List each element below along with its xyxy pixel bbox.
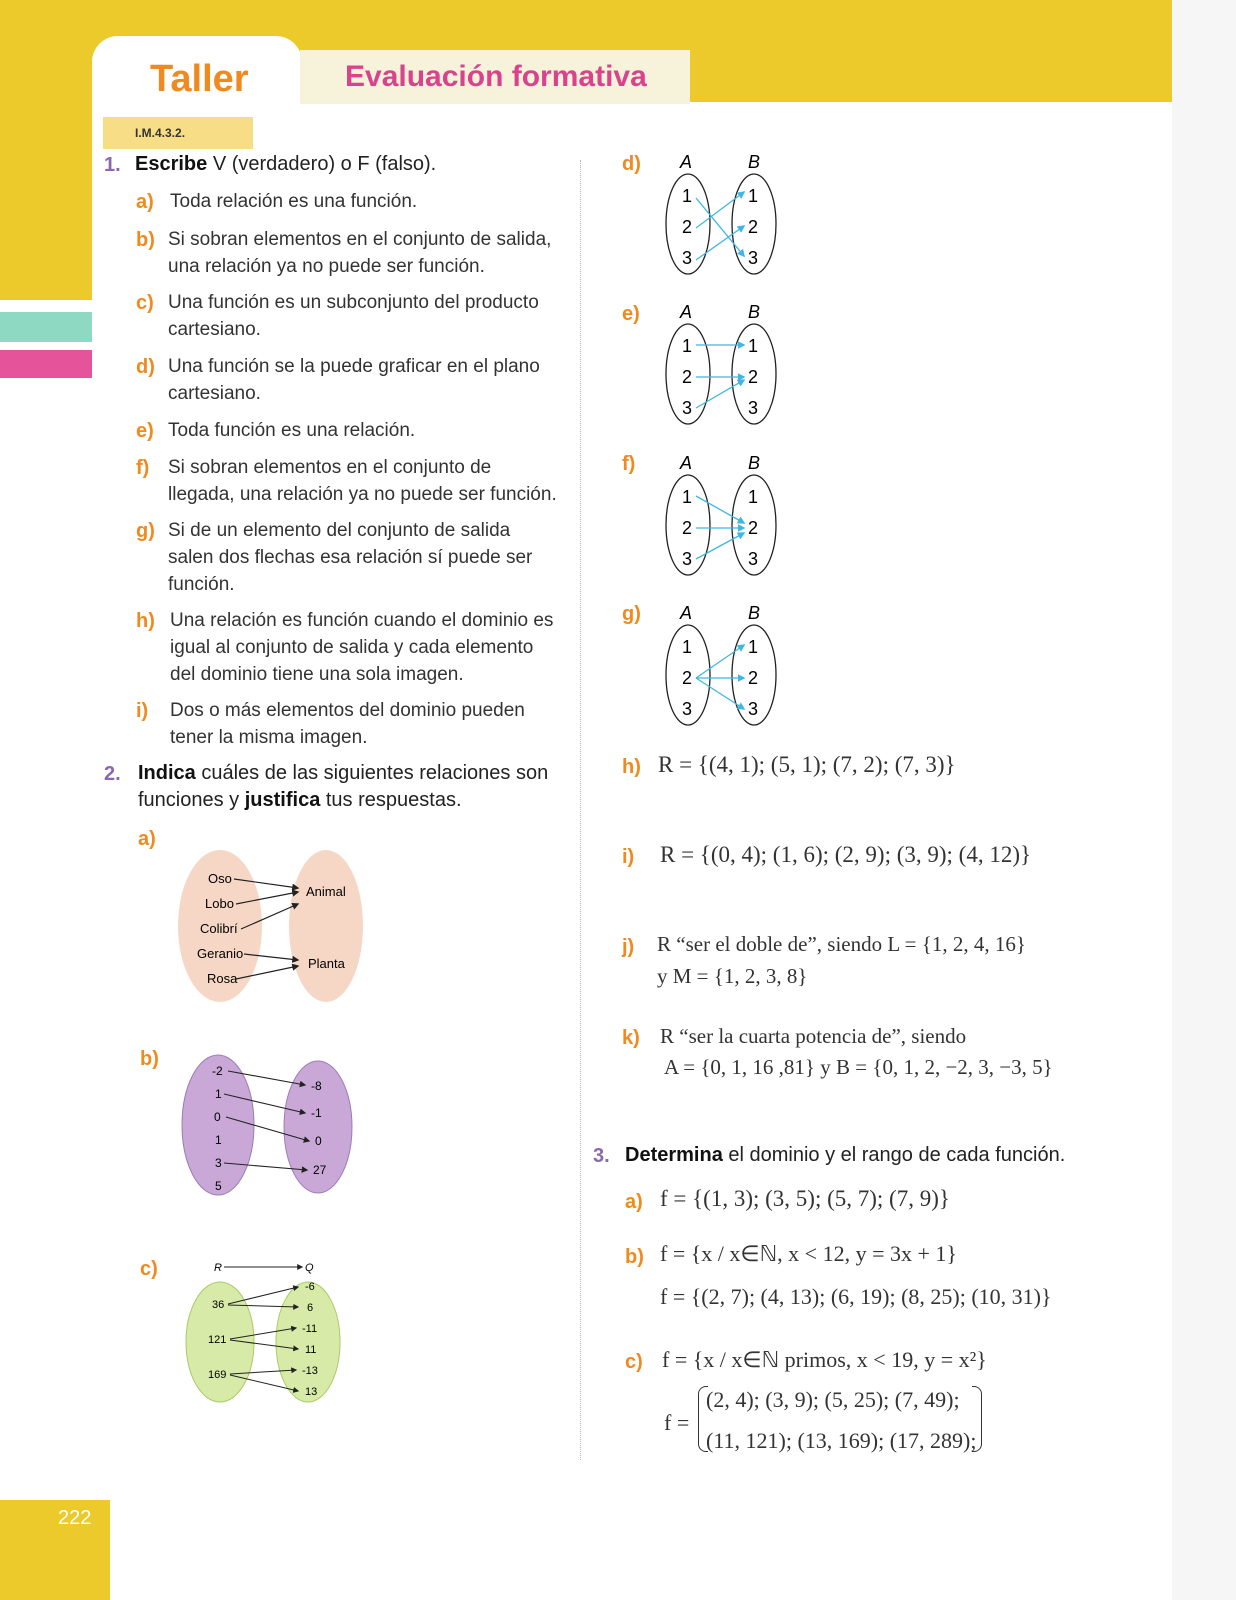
set-b-label: B	[748, 152, 761, 172]
q3-item-b-line2: f = {(2, 7); (4, 13); (6, 19); (8, 25); (10, 31)}	[660, 1284, 1052, 1309]
question-1-number: 1.	[104, 154, 121, 176]
right-element: 3	[748, 549, 759, 569]
set-b-label: B	[748, 302, 761, 322]
left-element: 2	[682, 367, 693, 387]
left-element: 3	[682, 398, 693, 418]
q3-item-c-line3: (11, 121); (13, 169); (17, 289);	[706, 1428, 977, 1453]
question-2-prompt	[138, 760, 563, 814]
q1-item-c-text: Una función es un subconjunto del producto cartesiano.	[168, 292, 539, 340]
q3-item-b-label: b)	[625, 1246, 644, 1268]
q3-item-c-line2: (2, 4); (3, 9); (5, 25); (7, 49);	[706, 1387, 960, 1412]
left-element: 5	[215, 1179, 222, 1193]
set-b-label: B	[748, 453, 761, 473]
q1-item-d-label: d)	[136, 356, 155, 378]
left-element: 2	[682, 217, 693, 237]
q2c-diagram	[184, 1260, 354, 1410]
relation-to-label: Q	[305, 1262, 314, 1274]
q2-item-h-expression: R = {(4, 1); (5, 1); (7, 2); (7, 3)}	[658, 752, 956, 777]
q2-item-j-line2: y M = {1, 2, 3, 8}	[657, 964, 808, 988]
q1-item-g-label: g)	[136, 520, 155, 542]
question-1-prompt	[135, 151, 565, 178]
question-3-prompt	[625, 1142, 1065, 1169]
set-a-label: A	[680, 302, 693, 322]
question-2-number: 2.	[104, 763, 121, 785]
right-brace	[972, 1386, 982, 1452]
right-element: 3	[748, 248, 759, 268]
arrow	[696, 192, 744, 228]
q2-item-d-label: d)	[622, 153, 641, 175]
q2-item-i-expression: R = {(0, 4); (1, 6); (2, 9); (3, 9); (4, 12)}	[660, 842, 1032, 867]
q3-item-b-line1: f = {x / x∈ℕ, x < 12, y = 3x + 1}	[660, 1241, 957, 1266]
q2b-diagram	[180, 1055, 360, 1205]
left-element: 121	[208, 1334, 227, 1346]
q1-item-h-text: Una relación es función cuando el dominio es igual al conjunto de salida y cada elemento del dominio tiene una sola imagen.	[170, 610, 554, 685]
page-number: 222	[58, 1507, 92, 1529]
right-element: -8	[311, 1079, 322, 1093]
left-element: 1	[682, 186, 693, 206]
right-element: 2	[748, 668, 759, 688]
set-a-label: A	[680, 603, 693, 623]
left-element: Lobo	[205, 896, 234, 911]
right-element: -1	[311, 1106, 322, 1120]
set-b-label: B	[748, 603, 761, 623]
q1-item-b-label: b)	[136, 229, 155, 251]
relation-from-label: R	[214, 1262, 222, 1274]
left-element: Geranio	[197, 946, 244, 961]
q2f-diagram	[660, 451, 790, 576]
q3-item-c-line1: f = {x / x∈ℕ primos, x < 19, y = x²}	[662, 1347, 987, 1372]
q2-item-g-label: g)	[622, 603, 641, 625]
arrow	[696, 645, 744, 678]
q1-item-f-label: f)	[136, 457, 150, 479]
left-element: 1	[682, 336, 693, 356]
right-element: Animal	[306, 884, 346, 899]
q1-item-i-label: i)	[136, 700, 149, 722]
left-element: 0	[214, 1110, 221, 1124]
right-element: 3	[748, 699, 759, 719]
q2-item-k-label: k)	[622, 1027, 640, 1049]
q1-item-a-label: a)	[136, 191, 154, 213]
right-element: 2	[748, 367, 759, 387]
skill-code: I.M.4.3.2.	[103, 117, 253, 149]
q3-item-a-expression: f = {(1, 3); (3, 5); (5, 7); (7, 9)}	[660, 1186, 950, 1211]
set-a-label: A	[680, 453, 693, 473]
q1-item-a-text: Toda relación es una función.	[170, 191, 418, 212]
left-element: 2	[682, 518, 693, 538]
right-element: 1	[748, 186, 759, 206]
right-element: -6	[305, 1281, 315, 1293]
right-element: 1	[748, 637, 759, 657]
left-element: Oso	[208, 871, 232, 886]
q1-item-c-label: c)	[136, 292, 154, 314]
q2-item-k-line1: R “ser la cuarta potencia de”, siendo	[660, 1024, 967, 1048]
column-divider	[580, 160, 581, 1460]
q1-item-b-text: Si sobran elementos en el conjunto de salida, una relación ya no puede ser función.	[168, 229, 552, 277]
codomain-ellipse	[276, 1282, 340, 1402]
right-element: 1	[748, 487, 759, 507]
pink-stripe	[0, 350, 92, 378]
q1-item-h-label: h)	[136, 610, 155, 632]
right-element: 0	[315, 1134, 322, 1148]
left-element: 1	[682, 487, 693, 507]
q2-item-i-label: i)	[622, 846, 635, 868]
left-element: 3	[682, 699, 693, 719]
q2-item-k-line2: A = {0, 1, 16 ,81} y B = {0, 1, 2, −2, 3, −3, 5}	[664, 1055, 1053, 1079]
q2-item-j-label: j)	[622, 936, 635, 958]
left-element: Rosa	[207, 971, 238, 986]
left-element: -2	[212, 1064, 223, 1078]
right-element: 2	[748, 217, 759, 237]
left-band	[0, 0, 92, 300]
q1-item-e-label: e)	[136, 420, 154, 442]
left-element: 1	[215, 1133, 222, 1147]
left-element: 1	[682, 637, 693, 657]
q2-item-f-label: f)	[622, 453, 636, 475]
page-number-box	[0, 1500, 110, 1600]
left-element: 3	[682, 549, 693, 569]
q1-item-e-text: Toda función es una relación.	[168, 420, 416, 441]
right-element: 6	[307, 1302, 314, 1314]
q2-item-c-label: c)	[140, 1258, 158, 1280]
question-2-mid: cuáles de las siguientes relaciones son funciones y	[138, 762, 549, 811]
question-1-rest: V (verdadero) o F (falso).	[207, 153, 437, 175]
q2-item-h-label: h)	[622, 756, 641, 778]
q1-item-g-text: Si de un elemento del conjunto de salida salen dos flechas esa relación sí puede ser función.	[168, 520, 533, 595]
right-element: 11	[305, 1344, 317, 1356]
q1-item-d-text: Una función se la puede graficar en el plano cartesiano.	[168, 356, 540, 404]
q2-item-b-label: b)	[140, 1048, 159, 1070]
right-element: 1	[748, 336, 759, 356]
left-element: Colibrí	[200, 921, 238, 936]
q3-item-a-label: a)	[625, 1191, 643, 1213]
section-title: Taller	[150, 58, 249, 100]
page-title: Evaluación formativa	[345, 60, 647, 93]
right-element: 3	[748, 398, 759, 418]
left-element: 2	[682, 668, 693, 688]
q1-item-i-text: Dos o más elementos del dominio pueden tener la misma imagen.	[170, 700, 525, 748]
set-a-label: A	[680, 152, 693, 172]
teal-stripe	[0, 312, 92, 342]
q2-item-j-line1: R “ser el doble de”, siendo L = {1, 2, 4, 16}	[657, 932, 1026, 956]
question-3-verb: Determina	[625, 1144, 723, 1166]
q2d-diagram	[660, 150, 790, 275]
q2g-diagram	[660, 601, 790, 726]
question-3-number: 3.	[593, 1145, 610, 1167]
question-1-verb: Escribe	[135, 153, 208, 175]
arrow	[696, 198, 744, 256]
right-element: -13	[302, 1365, 318, 1377]
codomain-ellipse	[289, 850, 363, 1002]
right-element: 27	[313, 1163, 327, 1177]
q2-item-e-label: e)	[622, 303, 640, 325]
left-element: 1	[215, 1087, 222, 1101]
right-element: Planta	[308, 956, 345, 971]
left-element: 169	[208, 1369, 227, 1381]
question-2-end: tus respuestas.	[320, 789, 462, 811]
left-element: 36	[212, 1299, 225, 1311]
question-2-verb2: justifica	[244, 789, 321, 811]
q1-item-f-text: Si sobran elementos en el conjunto de llegada, una relación ya no puede ser función.	[168, 457, 557, 505]
q2a-diagram	[176, 848, 376, 1008]
left-element: 3	[215, 1156, 222, 1170]
question-3-rest: el dominio y el rango de cada función.	[722, 1144, 1066, 1166]
q3-item-c-label: c)	[625, 1351, 643, 1373]
right-element: 2	[748, 518, 759, 538]
q2-item-a-label: a)	[138, 828, 156, 850]
right-element: 13	[305, 1386, 318, 1398]
arrow	[696, 678, 744, 709]
q2e-diagram	[660, 300, 790, 425]
arrow	[696, 496, 744, 523]
right-element: -11	[302, 1323, 318, 1335]
question-2-verb: Indica	[138, 762, 196, 784]
left-element: 3	[682, 248, 693, 268]
page-edge	[1172, 0, 1236, 1600]
q3-item-c-f: f =	[664, 1410, 690, 1435]
